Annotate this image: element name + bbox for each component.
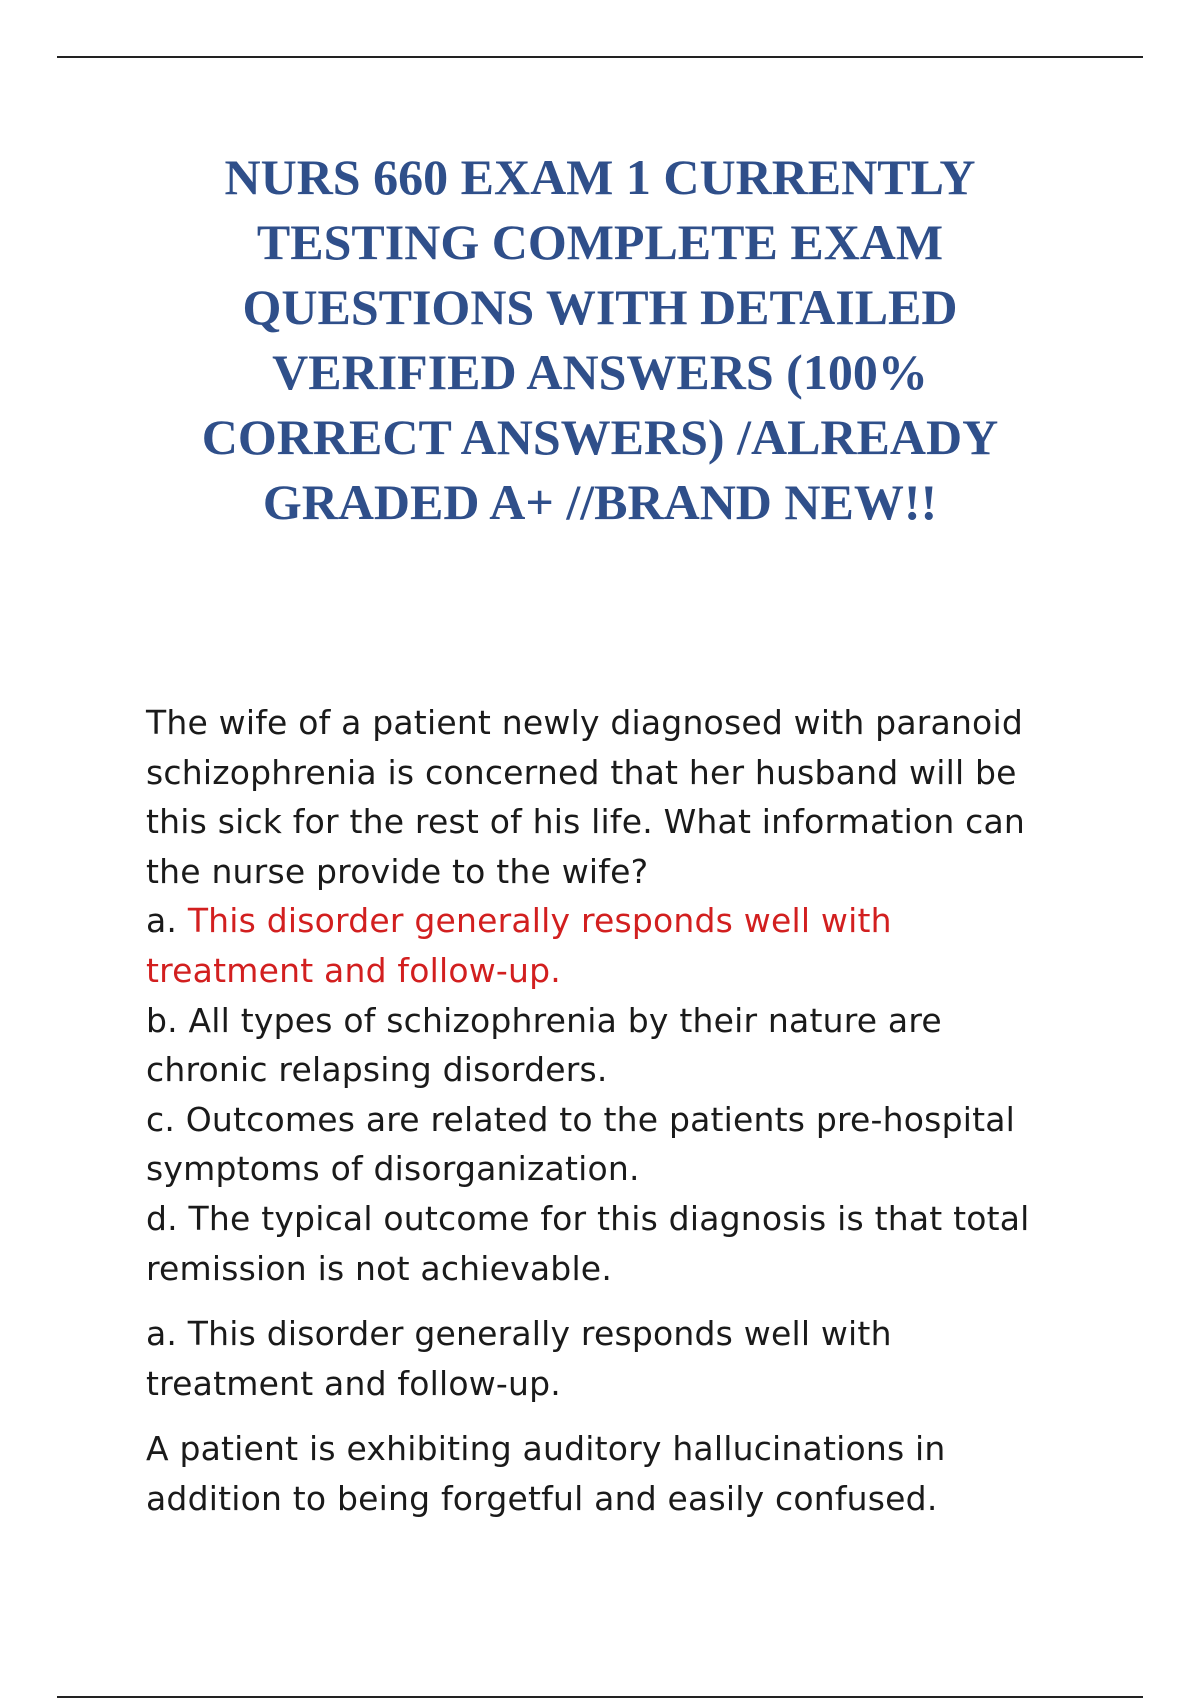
title-line: VERIFIED ANSWERS (100%	[272, 344, 928, 400]
option-a-correct-text: This disorder generally responds well with	[187, 901, 892, 941]
option-a	[146, 896, 1066, 946]
question-2	[146, 1424, 1066, 1523]
answer-line: treatment and follow-up.	[146, 1363, 561, 1403]
option-a-prefix: a.	[146, 901, 188, 941]
option-c: c. Outcomes are related to the patients pre-hospital	[146, 1099, 1016, 1139]
option-a-correct-text: treatment and follow-up.	[146, 950, 561, 990]
title-line: GRADED A+ //BRAND NEW!!	[262, 474, 938, 530]
question-stem-line: the nurse provide to the wife?	[146, 851, 649, 891]
question-stem-line: The wife of a patient newly diagnosed with paranoid	[146, 703, 1023, 742]
option-c: symptoms of disorganization.	[146, 1149, 640, 1189]
question-stem-line: this sick for the rest of his life. What information can	[146, 802, 1026, 842]
question-stem-line: A patient is exhibiting auditory hallucinations in	[146, 1429, 946, 1469]
title-line: QUESTIONS WITH DETAILED	[242, 279, 958, 335]
title-line: CORRECT ANSWERS) /ALREADY	[201, 409, 999, 465]
option-d: remission is not achievable.	[146, 1248, 613, 1288]
document-title	[150, 145, 1050, 535]
option-b: chronic relapsing disorders.	[146, 1050, 608, 1090]
option-b: b. All types of schizophrenia by their nature are	[146, 1000, 942, 1040]
top-divider	[57, 56, 1143, 58]
spacer	[146, 1408, 1066, 1424]
document-body	[146, 698, 1066, 1524]
title-line: NURS 660 EXAM 1 CURRENTLY	[224, 149, 976, 205]
question-1	[146, 698, 1066, 1408]
title-line: TESTING COMPLETE EXAM	[256, 214, 944, 270]
spacer	[146, 1293, 1066, 1309]
question-stem-line: schizophrenia is concerned that her husband will be	[146, 752, 1017, 792]
question-stem-line: addition to being forgetful and easily confused.	[146, 1478, 938, 1518]
answer-line: a. This disorder generally responds well with	[146, 1314, 892, 1354]
bottom-divider	[57, 1696, 1143, 1698]
option-d: d. The typical outcome for this diagnosis is that total	[146, 1198, 1030, 1238]
